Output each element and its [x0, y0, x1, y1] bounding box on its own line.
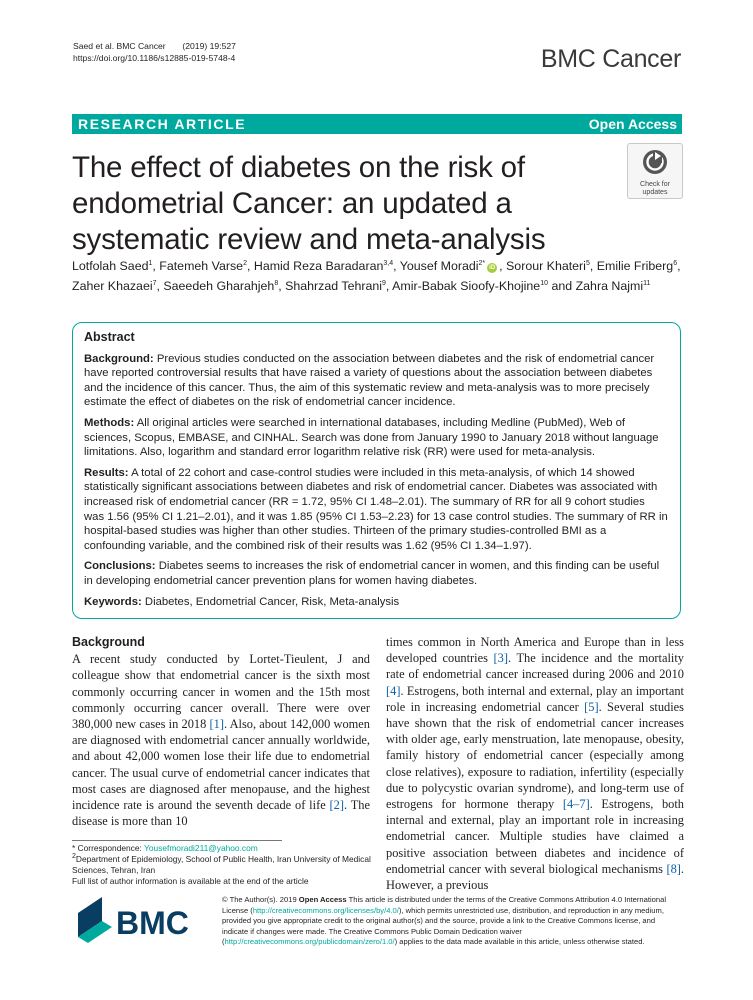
keywords-label: Keywords: — [84, 595, 142, 608]
methods-label: Methods: — [84, 416, 135, 429]
abstract-methods — [84, 416, 668, 460]
author-name[interactable]: Sorour Khateri — [506, 259, 586, 273]
citation-link[interactable]: [1] — [209, 717, 224, 732]
body-text: . Also, about 142,000 women are diagnosed with endometrial cancer annually worldwide, and about 42,000 women lose their life due to endometrial cancer. The usual curve of endometrial cancer indicates that most cases are diagnosed after menopause, and the highest incidence rate is around the seventh decade of life — [72, 717, 370, 813]
article-banner — [72, 114, 682, 134]
author-affiliation: 5 — [585, 259, 590, 267]
footnotes — [72, 843, 372, 887]
body-text: . Estrogens, both internal and external, play an important role in increasing endometrial cancer — [386, 683, 684, 714]
body-text: . Several studies have shown that the risk of endometrial cancer increases with older age, early menstruation, late menopause, obesity, family history of endometrial cancer (especially among close relatives), exposure to radiation, infertility (especially due to polycystic ovarian syndrome), and long-term use of estrogens for hormone therapy — [386, 699, 684, 812]
bmc-logo — [72, 893, 212, 949]
author-name[interactable]: Saeedeh Gharahjeh — [163, 279, 275, 293]
author-name[interactable]: Zaher Khazaei — [72, 279, 153, 293]
orcid-icon[interactable]: iD — [489, 265, 496, 271]
body-text: . Estrogens, both internal and external, play an important role in increasing endometrial cancer. Multiple studies have claimed a positive association between diabetes and incidence of endometrial cancer with several biological mechanisms — [386, 797, 684, 876]
license-text: ) applies to the data made available in this article, unless otherwise stated. — [394, 937, 645, 946]
abstract-conclusions — [84, 559, 668, 588]
license-link[interactable]: http://creativecommons.org/licenses/by/4.0/ — [252, 905, 399, 915]
abstract-box — [72, 322, 681, 619]
author-name[interactable]: Fatemeh Varse — [159, 259, 244, 273]
body-column-left — [72, 634, 370, 829]
body-paragraph — [386, 634, 684, 893]
license-statement — [222, 895, 682, 948]
header-authors: Saed et al. BMC Cancer — [73, 41, 166, 51]
results-label: Results: — [84, 466, 129, 479]
citation-link[interactable]: [4] — [386, 683, 401, 698]
author-affiliation: 2 — [243, 259, 247, 267]
running-header — [73, 40, 236, 64]
author-affiliation: 6 — [673, 259, 678, 267]
author-affiliation: 7 — [152, 279, 157, 287]
authors-and: and — [551, 279, 573, 293]
body-text: times common in North America and Europe than in less developed countries — [386, 635, 684, 666]
bmc-logo-text: BMC — [116, 905, 189, 941]
doi-link[interactable]: https://doi.org/10.1186/s12885-019-5748-4 — [73, 53, 236, 63]
conclusions-text: Diabetes seems to increases the risk of endometrial cancer in women, and this finding can be useful in developing endometrial cancer prevention plans for women having diabetes. — [84, 560, 660, 587]
body-paragraph — [72, 651, 370, 829]
author-name[interactable]: Hamid Reza Baradaran — [253, 259, 384, 273]
citation-link[interactable]: [8] — [666, 861, 681, 876]
license-text: ), which permits unrestricted use, distribution, and reproduction in any medium, provided you give appropriate credit to the original author(s) and the source, provide a link to the Creative Commons license, and indicate if changes were made. The Creative Commons Public Domain Dedication waiver ( — [222, 905, 664, 946]
check-updates-line2: updates — [642, 189, 668, 196]
body-text: A recent study conducted by Lortet-Tieulent, J and colleague show that endometrial cancer is the sixth most commonly occurring cancer in women and the 15th most commonly occurring cancer overall. There were over 380,000 new cases in 2018 — [72, 652, 370, 732]
abstract-heading: Abstract — [84, 330, 135, 344]
journal-name: BMC Cancer — [540, 45, 681, 73]
header-year-volume: (2019) 19:527 — [182, 41, 236, 51]
author-affiliation: 9 — [382, 279, 386, 287]
open-access-label: Open Access — [588, 116, 677, 132]
author-name[interactable]: Zahra Najmi — [575, 279, 644, 293]
license-text: This article is distributed under the terms of the Creative Commons Attribution 4.0 International License ( — [222, 895, 667, 915]
check-updates-icon — [642, 149, 668, 175]
abstract-background — [84, 352, 668, 410]
abstract-keywords — [84, 595, 668, 610]
author-affiliation: 8 — [274, 279, 279, 287]
correspondence-email-link[interactable]: Yousefmoradi211@yahoo.com — [144, 843, 258, 853]
background-text: Previous studies conducted on the association between diabetes and the risk of endometrial cancer have reported controversial results that have raised a variety of questions about the association between diabetes and the incidence of this cancer. Thus, the aim of this systematic review and meta-analysis was to more precisely estimate the effect of diabetes on the risk of endometrial cancer incidence. — [84, 352, 655, 409]
citation-link[interactable]: [5] — [584, 699, 599, 714]
results-text: A total of 22 cohort and case-control studies were included in this meta-analysis, of which 14 showed statistically significant associations between diabetes and risk of endometrial cancer. Diabetes was associated with increased risk of endometrial cancer (RR = 1.72, 95% CI 1.48–2.01). The summary of RR for all 9 cohort studies was 1.56 (95% CI 1.21–2.01), and it was 1.85 (95% CI 1.53–2.23) for 13 case control studies. The summary of RR in hospital-based studies was higher than other studies. Thirteen of the primary studies-controlled BMI as a confounding variable, and the combined risk of their results was 1.62 (95% CI 1.34–1.97). — [84, 466, 668, 552]
footnote-affiliation-number: 2 — [72, 853, 76, 861]
keywords-text: Diabetes, Endometrial Cancer, Risk, Meta-analysis — [144, 595, 400, 608]
correspondence-label: * Correspondence: — [72, 843, 145, 853]
author-name[interactable]: Emilie Friberg — [596, 259, 674, 273]
body-text: . The incidence and the mortality rate of endometrial cancer increased during 2006 and 2010 — [386, 651, 684, 682]
check-updates-line1: Check for — [640, 181, 670, 188]
abstract-results — [84, 466, 668, 554]
methods-text: All original articles were searched in international databases, including Medline (PubMed), Web of sciences, Scopus, EMBASE, and CINHAL. Search was done from January 1990 to January 2018 without language limitations. Also, logarithm and standard error logarithm relative risk (RR) were used for meta-analysis. — [84, 416, 659, 459]
author-affiliation: 1 — [148, 259, 153, 267]
author-affiliation: 11 — [643, 279, 651, 287]
citation-link[interactable]: [2] — [329, 798, 344, 813]
author-affiliation: 3,4 — [383, 259, 394, 267]
author-list: Lotfolah Saed$^1$, Fatemeh Varse$^2$, Hamid Reza Baradaran$^{3,4}$, Yousef Moradi$^{2*}$iD , Sorour Khateri$^5$, Emilie Friberg$^6$, Zaher Khazaei$^7$, Saeedeh Gharahjeh$^8$, Shahrzad Tehrani$^9$, Amir-Babak Sioofy-Khojine$^{10}$ and Zahra Najmi$^{11}$ — [72, 259, 681, 293]
author-name[interactable]: Lotfolah Saed — [72, 259, 149, 273]
section-heading-background: Background — [72, 635, 145, 649]
citation-link[interactable]: [3] — [493, 651, 508, 666]
author-name[interactable]: Yousef Moradi — [399, 259, 479, 273]
author-affiliation: 10 — [540, 279, 548, 287]
author-name[interactable]: Amir-Babak Sioofy-Khojine — [392, 279, 541, 293]
check-for-updates-button[interactable] — [627, 143, 683, 199]
footnote-affiliation: Department of Epidemiology, School of Public Health, Iran University of Medical Sciences, Tehran, Iran — [72, 854, 371, 875]
citation-link[interactable]: [4–7] — [562, 797, 590, 812]
author-affiliation: 2* — [478, 259, 486, 267]
public-domain-link[interactable]: http://creativecommons.org/publicdomain/zero/1.0/ — [224, 937, 395, 946]
author-name[interactable]: Shahrzad Tehrani — [285, 279, 383, 293]
background-label: Background: — [84, 352, 154, 365]
license-text: © The Author(s). 2019 — [222, 895, 299, 904]
footnote-divider — [72, 840, 282, 841]
license-open-access: Open Access — [298, 895, 347, 904]
body-column-right — [386, 634, 684, 893]
conclusions-label: Conclusions: — [84, 560, 156, 573]
body-text: . However, a previous — [386, 861, 684, 893]
article-title: The effect of diabetes on the risk of endometrial Cancer: an updated a systematic review and meta-analysis — [72, 151, 546, 256]
body-text: . The disease is more than 10 — [72, 798, 370, 829]
footnote-more-info: Full list of author information is available at the end of the article — [72, 876, 309, 886]
article-type: RESEARCH ARTICLE — [78, 116, 247, 132]
